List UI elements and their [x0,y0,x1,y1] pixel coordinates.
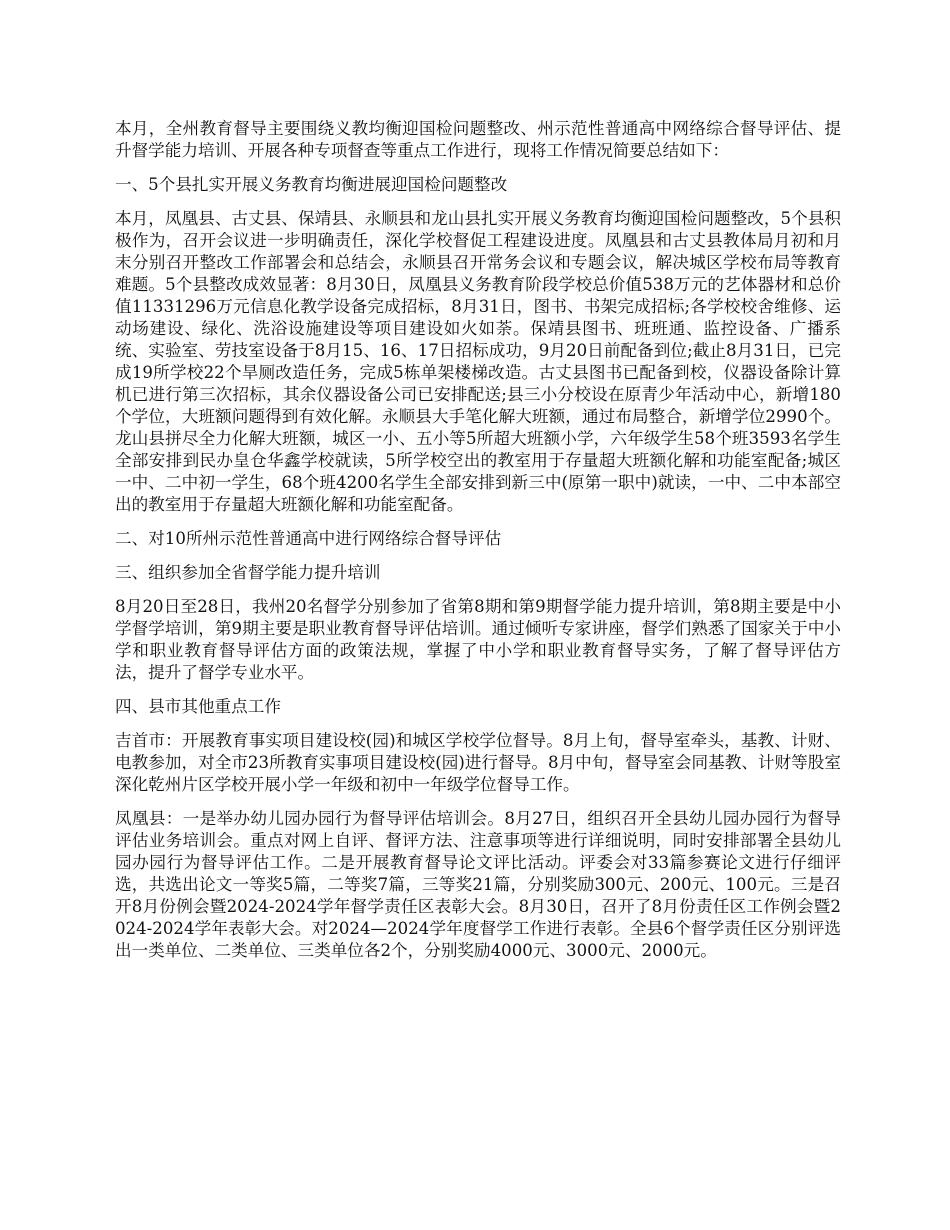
section-1-heading: 一、5个县扎实开展义务教育均衡进展迎国检问题整改 [115,175,508,194]
section-4-fenghuang-paragraph: 凤凰县：一是举办幼儿园办园行为督导评估培训会。8月27日，组织召开全县幼儿园办园行为督导评估业务培训会。重点对网上自评、督评方法、注意事项等进行详细说明，同时安排部署全县幼儿园办园行为督导评估工作。二是开展教育督导论文评比活动。评委会对33篇参赛论文进行仔细评选，共选出论文一等奖5篇，二等奖7篇，三等奖21篇，分别奖励300元、200元、100元。三是召开8月份例会暨2024-2024学年督学责任区表彰大会。8月30日，召开了8月份责任区工作例会暨2024-2024学年表彰大会。对2024—2024学年度督学工作进行表彰。全县6个督学责任区分别评选出一类单位、二类单位、三类单位各2个，分别奖励4000元、3000元、2000元。 [115,809,841,960]
section-4-heading: 四、县市其他重点工作 [115,697,281,716]
section-3-paragraph: 8月20日至28日，我州20名督学分别参加了省第8期和第9期督学能力提升培训，第8期主要是中小学督学培训，第9期主要是职业教育督导评估培训。通过倾听专家讲座，督学们熟悉了国家关于中小学和职业教育督导评估方面的政策法规，掌握了中小学和职业教育督导实务，了解了督导评估方法，提升了督学专业水平。 [115,597,841,682]
section-1-paragraph: 本月，凤凰县、古丈县、保靖县、永顺县和龙山县扎实开展义务教育均衡迎国检问题整改，5个县积极作为，召开会议进一步明确责任，深化学校督促工程建设进度。凤凰县和古丈县教体局月初和月末分别召开整改工作部署会和总结会，永顺县召开常务会议和专题会议，解决城区学校布局等教育难题。5个县整改成效显著：8月30日，凤凰县义务教育阶段学校总价值538万元的艺体器材和总价值11331296万元信息化教学设备完成招标，8月31日，图书、书架完成招标;各学校校舍维修、运动场建设、绿化、洗浴设施建设等项目建设如火如荼。保靖县图书、班班通、监控设备、广播系统、实验室、劳技室设备于8月15、16、17日招标成功，9月20日前配备到位;截止8月31日，已完成19所学校22个旱厕改造任务，完成5栋单架楼梯改造。古丈县图书已配备到校，仪器设备除计算机已进行第三次招标，其余仪器设备公司已安排配送;县三小分校设在原青少年活动中心，新增180个学位，大班额问题得到有效化解。永顺县大手笔化解大班额，通过布局整合，新增学位2990个。龙山县拼尽全力化解大班额，城区一小、五小等5所超大班额小学，六年级学生58个班3593名学生全部安排到民办皇仓华鑫学校就读，5所学校空出的教室用于存量超大班额化解和功能室配备;城区一中、二中初一学生，68个班4200名学生全部安排到新三中(原第一职中)就读，一中、二中本部空出的教室用于存量超大班额化解和功能室配备。 [115,209,841,514]
document-body [115,118,841,974]
section-2-heading: 二、对10所州示范性普通高中进行网络综合督导评估 [115,529,502,548]
intro-paragraph: 本月，全州教育督导主要围绕义教均衡迎国检问题整改、州示范性普通高中网络综合督导评估、提升督学能力培训、开展各种专项督查等重点工作进行，现将工作情况简要总结如下： [115,119,841,160]
section-4-jishou-paragraph: 吉首市：开展教育事实项目建设校(园)和城区学校学位督导。8月上旬，督导室牵头，基教、计财、电教参加，对全市23所教育实事项目建设校(园)进行督导。8月中旬，督导室会同基教、计财等股室深化乾州片区学校开展小学一年级和初中一年级学位督导工作。 [115,731,841,794]
section-3-heading: 三、组织参加全省督学能力提升培训 [115,563,381,582]
